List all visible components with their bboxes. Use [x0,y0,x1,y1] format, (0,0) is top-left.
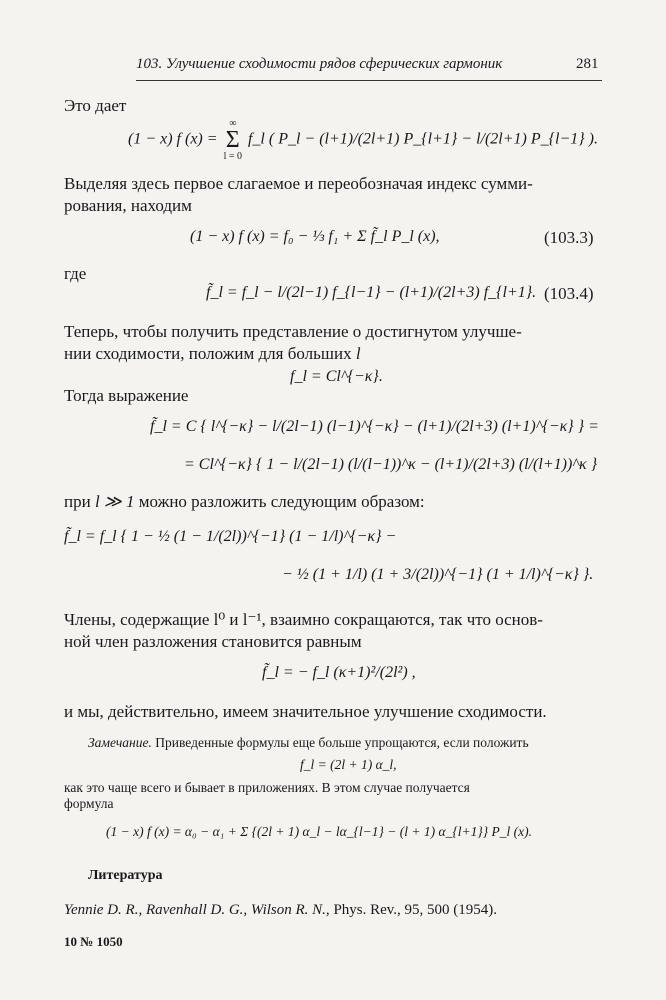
paragraph-7-line-2: ной член разложения становится равным [64,632,362,651]
equation-103-3-label: (103.3) [544,228,594,247]
paragraph-4-line-1: Теперь, чтобы получить представление о достигнутом улучше- [64,322,522,341]
remark-line-1: Замечание. Приведенные формулы еще больше упрощаются, если положить [88,735,529,750]
paragraph-4-line-2: нии сходимости, положим для больших l [64,344,361,363]
page-number: 281 [576,56,599,72]
equation-7: f̃_l = − f_l (κ+1)²/(2l²) , [262,664,416,681]
equation-5-line-1: f̃_l = C { l^{−κ} − l/(2l−1) (l−1)^{−κ} − (l+1)/(2l+3) (l+1)^{−κ} } = [150,418,599,435]
equation-103-4: f̃_l = f_l − l/(2l−1) f_{l−1} − (l+1)/(2l+3) f_{l+1}. [206,284,537,301]
equation-6-line-1: f̃_l = f_l { 1 − ½ (1 − 1/(2l))^{−1} (1 − 1/l)^{−κ} − [64,528,397,545]
paragraph-6: при l ≫ 1 можно разложить следующим образом: [64,492,425,511]
literature-heading: Литература [88,868,163,883]
remark-line-3: формула [64,796,114,811]
paragraph-8: и мы, действительно, имеем значительное улучшение сходимости. [64,702,547,721]
sum-symbol: ∞ Σ l = 0 [223,118,242,162]
paragraph-5: Тогда выражение [64,386,189,405]
remark-line-2: как это чаще всего и бывает в приложениях. В этом случае получается [64,780,470,795]
header-rule [136,80,602,81]
equation-6-line-2: − ½ (1 + 1/l) (1 + 3/(2l))^{−1} (1 + 1/l)^{−κ} }. [282,566,594,583]
equation-1-lhs: (1 − x) f (x) = [128,130,218,148]
equation-1 [128,118,598,162]
remark-formula: (1 − x) f (x) = α₀ − α₁ + Σ {(2l + 1) α_l − lα_{l−1} − (l + 1) α_{l+1}} P_l (x). [106,824,533,839]
equation-5-line-2: = Cl^{−κ} { 1 − l/(2l−1) (l/(l−1))^κ − (l+1)/(2l+3) (l/(l+1))^κ } [184,456,598,473]
equation-103-4-label: (103.4) [544,284,594,303]
paragraph-3: где [64,264,87,283]
literature-reference: Yennie D. R., Ravenhall D. G., Wilson R. N., Phys. Rev., 95, 500 (1954). [64,902,498,918]
equation-power-law: f_l = Cl^{−κ}. [290,368,383,385]
paragraph-2-line-2: рования, находим [64,196,192,215]
running-title: 103. Улучшение сходимости рядов сферических гармоник [136,56,503,72]
paragraph-7-line-1: Члены, содержащие l⁰ и l⁻¹, взаимно сокращаются, так что основ- [64,610,543,629]
printer-signature: 10 № 1050 [64,934,123,949]
equation-103-3: (1 − x) f (x) = f₀ − ⅓ f₁ + Σ f̃_l P_l (x), [190,228,440,245]
equation-1-rhs: f_l ( P_l − (l+1)/(2l+1) P_{l+1} − l/(2l+1) P_{l−1} ). [247,130,598,148]
paragraph-1: Это дает [64,96,127,115]
paragraph-2-line-1: Выделяя здесь первое слагаемое и переобозначая индекс сумми- [64,174,533,193]
remark-equation: f_l = (2l + 1) α_l, [300,757,397,772]
